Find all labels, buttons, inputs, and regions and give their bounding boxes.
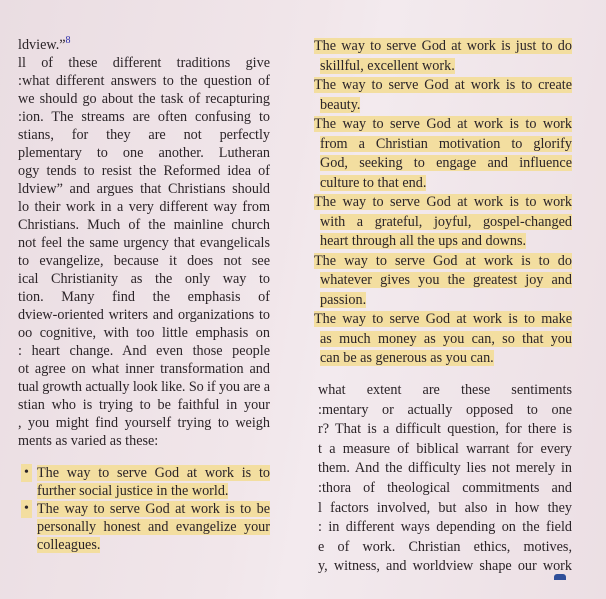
line-text: stians, for they are not perfectly <box>18 127 270 143</box>
body-text-line <box>318 381 572 399</box>
body-text-line <box>318 459 572 477</box>
body-text-line <box>318 518 572 536</box>
line-text: dview-oriented writers and organizations to <box>18 307 270 323</box>
line-text: The way to serve God at work is to create <box>314 77 572 93</box>
line-text: what extent are these sentiments <box>318 382 572 398</box>
highlighted-item-line <box>314 37 572 55</box>
body-text-line <box>18 36 71 54</box>
body-text-line <box>318 479 572 497</box>
line-text: heart through all the ups and downs. <box>320 233 527 249</box>
body-text-line <box>318 499 572 517</box>
body-text-line <box>18 162 270 180</box>
line-text: to evangelize, because it does not see <box>18 253 270 269</box>
line-text: them. And the difficulty lies not merely in <box>318 460 572 477</box>
highlighted-item-line <box>320 349 494 367</box>
highlighted-item-line <box>314 193 572 211</box>
body-text-line <box>18 288 270 306</box>
line-text: r? That is a difficult question, for there is <box>318 421 572 438</box>
line-text: Christians. Much of the mainline church <box>18 217 270 233</box>
line-text: l factors involved, but also in how they <box>318 499 572 516</box>
line-text: not feel the same urgency that evangelicals <box>18 235 270 251</box>
highlighted-bullet-line <box>37 464 270 482</box>
body-text-line <box>318 420 572 438</box>
highlighted-item-line <box>314 76 572 94</box>
body-text-line <box>18 108 270 126</box>
highlighted-item-line <box>320 154 572 172</box>
body-text-line <box>18 54 270 72</box>
line-text: e of work. Christian ethics, motives, <box>318 538 572 555</box>
highlighted-bullet-line <box>37 518 270 536</box>
line-text: whatever gives you the greatest joy and <box>320 272 572 288</box>
line-text: oo cognitive, with too little emphasis on <box>18 325 270 341</box>
line-text: t a measure of biblical warrant for every <box>318 440 572 457</box>
body-text-line <box>18 126 270 144</box>
line-text: y, witness, and worldview shape our work <box>318 558 572 575</box>
line-text: culture to that end. <box>320 174 427 191</box>
line-text: we should go about the task of recapturing <box>18 91 270 107</box>
body-text-line <box>18 324 270 342</box>
line-text: ldview.” <box>18 37 66 53</box>
body-text-line <box>18 180 270 198</box>
line-text: plementary to one another. Lutheran <box>18 145 270 161</box>
highlighted-bullet-line <box>37 536 100 554</box>
body-text-line <box>318 440 572 458</box>
highlighted-item-line <box>314 252 572 270</box>
body-text-line <box>18 414 270 432</box>
highlighted-item-line <box>314 310 572 328</box>
body-text-line <box>18 252 270 270</box>
line-text: skillful, excellent work. <box>320 57 455 74</box>
line-text: : in different ways depending on the field <box>318 519 572 536</box>
line-text: The way to serve God at work is to make <box>314 311 572 327</box>
line-text: The way to serve God at work is to work <box>314 116 572 132</box>
highlighted-item-line <box>314 115 572 133</box>
highlighted-bullet-line <box>37 500 270 518</box>
highlighted-item-line <box>320 96 360 114</box>
line-text: The way to serve God at work is to <box>37 465 270 481</box>
highlighted-item-line <box>320 232 526 250</box>
line-text: :what different answers to the question of <box>18 73 270 89</box>
line-text: personally honest and evangelize your <box>37 519 270 535</box>
bullet-icon: • <box>21 464 32 482</box>
body-text-line <box>18 72 270 90</box>
highlighted-item-line <box>320 271 572 289</box>
line-text: tual growth actually look like. So if you are a <box>18 379 270 395</box>
footnote-reference[interactable]: 8 <box>65 35 71 46</box>
body-text-line <box>18 198 270 216</box>
line-text: : heart change. And even those people <box>18 343 270 359</box>
line-text: The way to serve God at work is to be <box>37 501 270 517</box>
body-text-line <box>18 432 158 450</box>
line-text: ogy tends to resist the Reformed idea of <box>18 163 270 179</box>
line-text: :ion. The streams are often confusing to <box>18 109 270 125</box>
bookmark-marker[interactable] <box>554 574 566 580</box>
body-text-line <box>18 306 270 324</box>
line-text: colleagues. <box>37 537 101 553</box>
body-text-line <box>18 360 270 378</box>
line-text: from a Christian motivation to glorify <box>320 135 572 152</box>
line-text: can be as generous as you can. <box>320 350 494 366</box>
line-text: ments as varied as these: <box>18 433 159 449</box>
line-text: with a grateful, joyful, gospel-changed <box>320 213 572 230</box>
line-text: The way to serve God at work is to do <box>314 252 572 269</box>
body-text-line <box>318 401 572 419</box>
line-text: lo their work in a very different way from <box>18 199 270 215</box>
line-text: beauty. <box>320 96 361 113</box>
line-text: as much money as you can, so that you <box>320 330 572 347</box>
line-text: :mentary or actually opposed to one <box>318 401 572 418</box>
body-text-line <box>318 557 572 575</box>
highlighted-bullet-line <box>37 482 228 500</box>
highlighted-item-line <box>320 57 455 75</box>
highlighted-item-line <box>320 135 572 153</box>
line-text: tion. Many find the emphasis of <box>18 289 270 305</box>
line-text: stian who is trying to be faithful in your <box>18 397 270 413</box>
body-text-line <box>18 396 270 414</box>
bullet-icon: • <box>21 500 32 518</box>
line-text: God, seeking to engage and influence <box>320 155 572 171</box>
line-text: The way to serve God at work is to work <box>314 194 572 210</box>
line-text: ical Christianity as the only way to <box>18 271 270 287</box>
line-text: ot agree on what inner transformation and <box>18 361 270 377</box>
body-text-line <box>18 378 270 396</box>
body-text-line <box>18 270 270 288</box>
body-text-line <box>18 234 270 252</box>
highlighted-item-line <box>320 174 426 192</box>
body-text-line <box>18 216 270 234</box>
line-text: , you might find yourself trying to weigh <box>18 415 270 431</box>
body-text-line <box>18 342 270 360</box>
body-text-line <box>318 538 572 556</box>
line-text: ll of these different traditions give <box>18 55 270 71</box>
body-text-line <box>18 144 270 162</box>
highlighted-item-line <box>320 330 572 348</box>
line-text: further social justice in the world. <box>37 483 229 499</box>
highlighted-item-line <box>320 291 366 309</box>
line-text: The way to serve God at work is just to do <box>314 38 572 54</box>
line-text: :thora of theological commitments and <box>318 480 572 496</box>
body-text-line <box>18 90 270 108</box>
highlighted-item-line <box>320 213 572 231</box>
line-text: passion. <box>320 291 367 308</box>
line-text: ldview” and argues that Christians should <box>18 181 270 197</box>
